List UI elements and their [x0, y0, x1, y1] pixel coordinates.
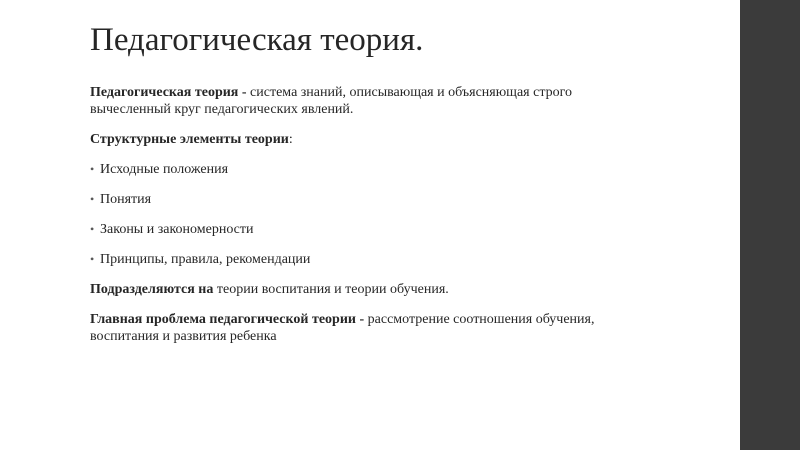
definition-paragraph: [90, 84, 650, 118]
division-text: теории воспитания и теории обучения.: [213, 282, 449, 297]
list-item-text: Понятия: [100, 192, 152, 207]
list-item-text: Законы и закономерности: [100, 222, 254, 237]
bullet-dot-icon: •: [90, 162, 95, 176]
division-paragraph: [90, 281, 650, 298]
list-item: [90, 191, 650, 208]
definition-separator: -: [238, 85, 251, 100]
elements-heading-paragraph: [90, 131, 650, 148]
main-problem-paragraph: [90, 311, 650, 345]
list-item: [90, 161, 650, 178]
elements-list: [90, 161, 650, 268]
list-item-text: Исходные положения: [100, 162, 229, 177]
list-item: [90, 221, 650, 238]
elements-heading: Структурные элементы теории: [90, 132, 289, 147]
definition-term: Педагогическая теория: [90, 85, 239, 100]
side-accent-bar: [740, 0, 800, 450]
slide-content: [90, 84, 650, 358]
list-item: [90, 251, 650, 268]
bullet-dot-icon: •: [90, 192, 95, 206]
bullet-dot-icon: •: [90, 222, 95, 236]
main-problem-term: Главная проблема педагогической теории: [90, 312, 356, 327]
division-term: Подразделяются на: [90, 282, 214, 297]
main-problem-separator: -: [355, 312, 368, 327]
slide-title: Педагогическая теория.: [90, 22, 424, 58]
list-item-text: Принципы, правила, рекомендации: [100, 252, 311, 267]
main-problem-text: рассмотрение соотношения обучения, воспитания и развития ребенка: [90, 312, 595, 344]
elements-colon: :: [288, 132, 293, 147]
definition-text: система знаний, описывающая и объясняющая строго вычесленный круг педагогических явлений.: [90, 85, 573, 117]
bullet-dot-icon: •: [90, 252, 95, 266]
